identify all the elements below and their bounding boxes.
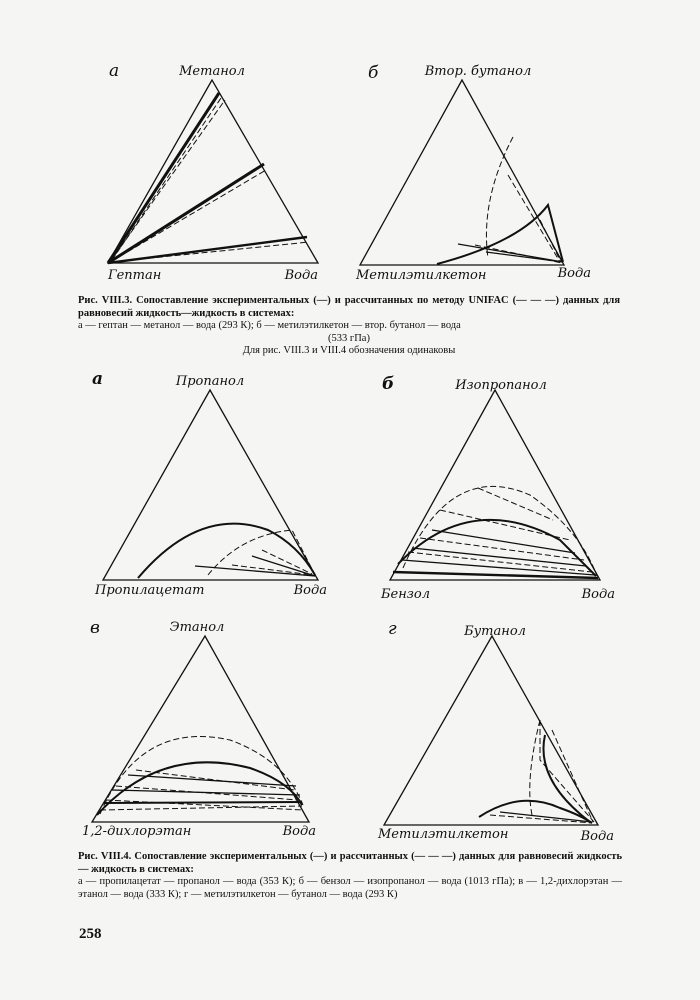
ternary-diagram-3b [360, 80, 564, 265]
caption-3-note: Для рис. VIII.3 и VIII.4 обозначения одинаковы [242, 345, 456, 356]
caption-4-fig-number: Рис. VIII.4. [78, 851, 132, 862]
caption-3-fig-number: Рис. VIII.3. [78, 295, 133, 306]
figure-caption-3 [78, 295, 620, 358]
caption-4-body: а — пропилацетат — пропанол — вода (353 К); б — бензол — изопропанол — вода (1013 гПа); в — 1,2-дихлорэтан — этанол — вода (333 К); г — метилэтилкетон — бутанол — вода (293 К) [78, 876, 622, 900]
vertex-label-4g-left: Метилэтилкетон [378, 827, 509, 842]
figure-caption-4 [78, 851, 622, 901]
ternary-diagram-4g [384, 636, 598, 825]
vertex-label-3a-top: Метанол [179, 64, 245, 79]
ternary-diagram-4b [390, 390, 600, 580]
page-number: 258 [79, 926, 102, 942]
ternary-diagram-3a [108, 80, 318, 263]
panel-letter-4b: б [382, 374, 395, 394]
caption-4-title-text: Сопоставление экспериментальных (—) и рассчитанных (— — —) данных для равновесий жидкость — жидкость в системах: [78, 851, 623, 875]
panel-letter-3b: б [368, 63, 379, 83]
vertex-label-4v-left: 1,2-дихлорэтан [82, 824, 192, 839]
caption-3-title [78, 295, 620, 320]
vertex-label-4g-top: Бутанол [464, 624, 526, 639]
caption-3-body: а — гептан — метанол — вода (293 К); б — метилэтилкетон — втор. бутанол — вода [78, 320, 461, 331]
vertex-label-3b-left: Метилэтилкетон [356, 268, 487, 283]
vertex-label-3b-right: Вода [557, 266, 591, 281]
panel-letter-4a: а [92, 369, 104, 389]
vertex-label-4v-top: Этанол [169, 620, 225, 635]
vertex-label-4b-right: Вода [581, 587, 615, 602]
caption-3-body-b: (533 гПа) [328, 332, 370, 344]
vertex-label-3b-top: Втор. бутанол [424, 64, 532, 79]
vertex-label-4b-left: Бензол [381, 587, 431, 602]
panel-letter-4g: г [388, 619, 397, 639]
caption-4-title [78, 851, 622, 876]
vertex-label-4v-right: Вода [282, 824, 316, 839]
vertex-label-4a-left: Пропилацетат [95, 583, 205, 598]
vertex-label-4g-right: Вода [580, 829, 614, 844]
panel-letter-3a: а [109, 61, 120, 81]
vertex-label-4a-top: Пропанол [175, 374, 245, 389]
caption-3-title-text: Сопоставление экспериментальных (—) и рассчитанных по методу UNIFAC (— — —) данных для равновесий жидкость—жидкость в системах: [78, 295, 621, 319]
vertex-label-4a-right: Вода [293, 583, 327, 598]
vertex-label-3a-right: Вода [284, 268, 318, 283]
panel-letter-4v: в [90, 618, 100, 638]
vertex-label-4b-top: Изопропанол [455, 378, 547, 393]
ternary-diagram-4v [92, 636, 309, 822]
vertex-label-3a-left: Гептан [108, 268, 162, 283]
ternary-diagram-4a [103, 390, 318, 580]
